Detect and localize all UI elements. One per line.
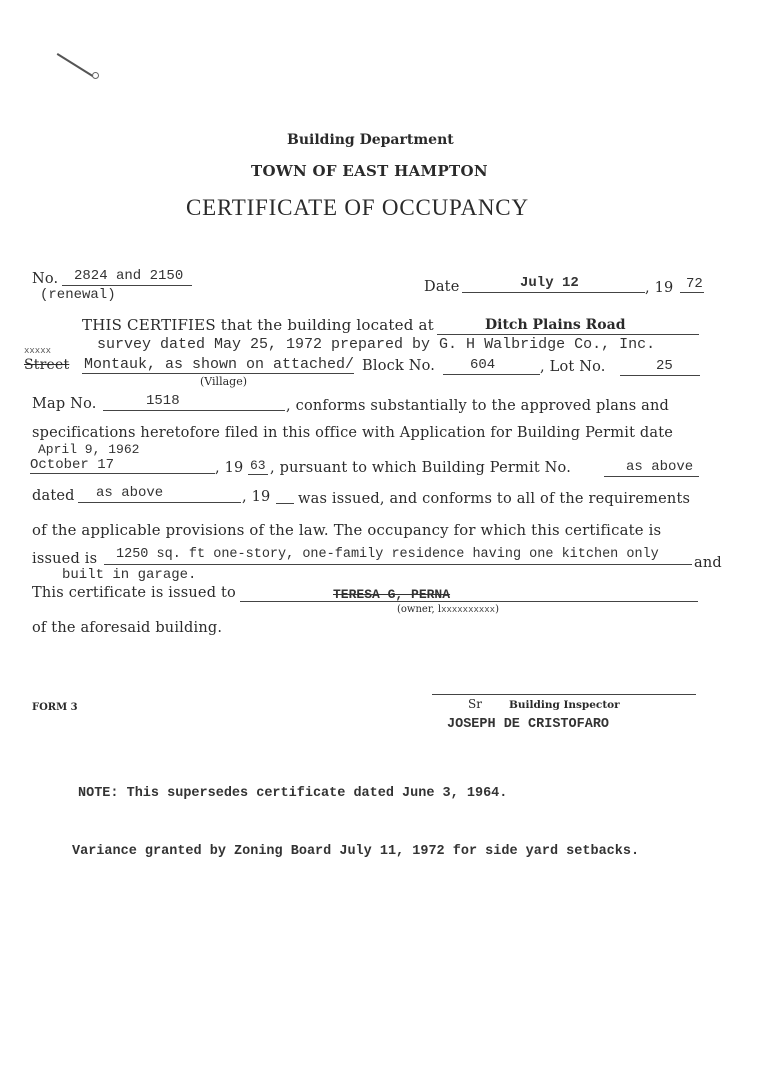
- issued-text: was issued, and conforms to all of the requirements: [298, 491, 691, 507]
- date-underline: [462, 292, 645, 293]
- map-text: , conforms substantially to the approved plans and: [286, 398, 670, 414]
- no-underline: [62, 285, 192, 286]
- occupancy-underline: [104, 564, 692, 565]
- department-heading: Building Department: [287, 132, 454, 148]
- owner-underline: [240, 601, 698, 602]
- signature-line: [432, 694, 696, 695]
- map-label: Map No.: [32, 396, 97, 412]
- issued-is-label: issued is: [32, 551, 98, 567]
- location-underline: [437, 334, 699, 335]
- owner-name: TERESA G, PERNA: [333, 587, 451, 602]
- permit-no-value: as above: [626, 459, 694, 475]
- date-label: Date: [424, 279, 460, 295]
- owner-note-close: ): [495, 604, 499, 615]
- map-value: 1518: [146, 393, 180, 409]
- street-overtype: xxxxx: [24, 346, 52, 356]
- certifies-text: THIS CERTIFIES that the building located at: [82, 316, 434, 334]
- year-underline: [680, 292, 704, 293]
- occupancy-and: and: [694, 555, 722, 571]
- block-underline: [443, 374, 540, 375]
- lot-value: 25: [656, 358, 673, 374]
- lot-underline: [620, 375, 700, 376]
- dated-underline: [78, 502, 241, 503]
- permit-date-value: October 17: [30, 457, 115, 473]
- owner-note-struck: xxxxxxxxxx: [441, 605, 496, 615]
- no-label: No.: [32, 271, 59, 287]
- issued-to-label: This certificate is issued to: [32, 585, 236, 601]
- certificate-title: CERTIFICATE OF OCCUPANCY: [186, 195, 529, 220]
- renewal-note: (renewal): [40, 287, 116, 303]
- date-value: July 12: [520, 275, 579, 291]
- application-date: April 9, 1962: [38, 442, 140, 457]
- village-value: Montauk, as shown on attached/: [84, 356, 355, 373]
- permit-year-prefix: , 19: [215, 460, 244, 476]
- permit-year-underline: [248, 474, 268, 475]
- block-label: Block No.: [362, 358, 436, 374]
- dated-year-underline: [276, 503, 294, 504]
- town-heading: TOWN OF EAST HAMPTON: [251, 162, 488, 180]
- street-struck: Street: [24, 357, 70, 373]
- year-value: 72: [686, 276, 703, 292]
- location-value: Ditch Plains Road: [485, 317, 626, 333]
- permit-no-underline: [604, 476, 699, 477]
- survey-text: survey dated May 25, 1972 prepared by G. H Walbridge Co., Inc.: [97, 336, 656, 353]
- village-label: (Village): [200, 375, 247, 388]
- owner-note: [397, 605, 499, 615]
- permit-date-underline: [30, 473, 215, 474]
- pursuant-text: , pursuant to which Building Permit No.: [270, 460, 572, 476]
- inspector-name: JOSEPH DE CRISTOFARO: [447, 717, 610, 732]
- occupancy-continuation: built in garage.: [62, 567, 197, 583]
- inspector-prefix: Sr: [468, 697, 482, 711]
- block-value: 604: [470, 357, 496, 373]
- aforesaid-text: of the aforesaid building.: [32, 620, 223, 636]
- spec-text: specifications heretofore filed in this office with Application for Building Permit date: [32, 425, 674, 441]
- lot-label: , Lot No.: [540, 359, 606, 375]
- map-underline: [103, 410, 285, 411]
- year-prefix: , 19: [645, 280, 674, 296]
- pen-mark-end: [92, 72, 99, 79]
- owner-note-visible: (owner, l: [397, 604, 442, 615]
- form-label: FORM 3: [32, 702, 78, 713]
- occupancy-value: 1250 sq. ft one-story, one-family residence having one kitchen only: [116, 547, 659, 562]
- dated-label: dated: [32, 488, 75, 504]
- permit-year-value: 63: [250, 458, 266, 473]
- village-underline: [82, 373, 354, 374]
- provisions-text: of the applicable provisions of the law. The occupancy for which this certificate is: [32, 522, 662, 539]
- dated-value: as above: [96, 485, 164, 501]
- certificate-number: 2824 and 2150: [74, 268, 184, 284]
- supersede-note: NOTE: This supersedes certificate dated June 3, 1964.: [78, 786, 508, 801]
- dated-year-prefix: , 19: [242, 489, 271, 505]
- pen-mark: [57, 53, 94, 77]
- variance-note: Variance granted by Zoning Board July 11, 1972 for side yard setbacks.: [72, 844, 640, 859]
- inspector-title: Building Inspector: [509, 699, 620, 711]
